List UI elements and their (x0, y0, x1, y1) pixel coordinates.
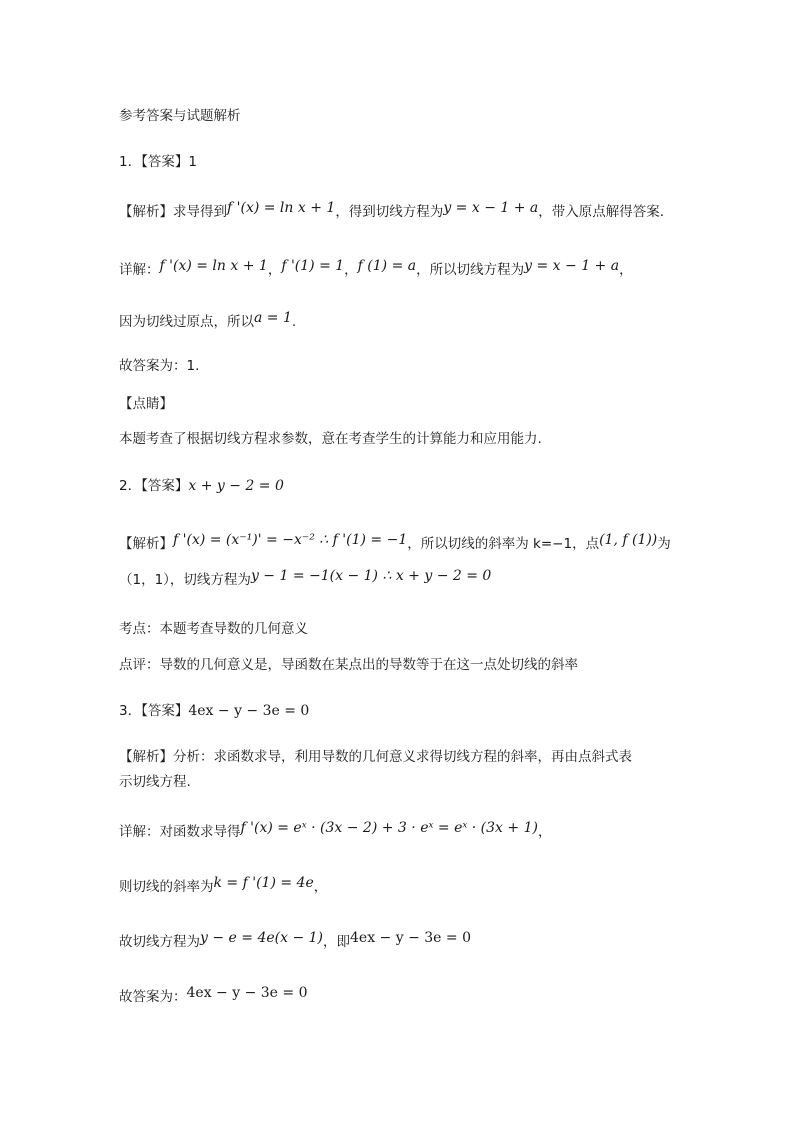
doc-title: 参考答案与试题解析 (119, 108, 241, 124)
q2-analysis-prefix: 【解析】 (119, 536, 173, 552)
q1-detail-comma-2: ， (344, 262, 358, 278)
q3-final (119, 987, 308, 1007)
q3-answer-label: 3．【答案】 (119, 703, 189, 719)
q3-slope-prefix: 则切线的斜率为 (119, 879, 214, 895)
q1-analysis-formula-tangent: y = x − 1 + a (443, 200, 539, 216)
q3-answer (119, 701, 309, 721)
q1-analysis-prefix: 【解析】求导得到 (119, 204, 227, 220)
q3-tangent (119, 932, 471, 952)
q1-detail (119, 260, 633, 280)
q3-detail-prefix: 详解：对函数求导得 (119, 824, 241, 840)
q2-answer-label: 2．【答案】 (119, 478, 189, 494)
q3-tangent-formula-1: y − e = 4e(x − 1) (200, 930, 324, 946)
q3-tangent-mid: ，即 (323, 934, 351, 950)
q2-kaodian: 考点：本题考查导数的几何意义 (119, 621, 308, 637)
q3-tangent-prefix: 故切线方程为 (119, 934, 200, 950)
q3-final-prefix: 故答案为： (119, 989, 187, 1005)
q2-analysis (119, 534, 671, 554)
q3-slope-end: ， (313, 879, 328, 895)
q3-slope (119, 877, 327, 897)
q2-line2-formula: y − 1 = −1(x − 1) ∴ x + y − 2 = 0 (250, 568, 492, 584)
q1-final: 故答案为：1. (119, 358, 200, 374)
q1-detail-formula-4: y = x − 1 + a (524, 258, 620, 274)
q3-tangent-formula-2: 4ex − y − 3e = 0 (350, 930, 472, 946)
q3-analysis-line2: 示切线方程. (119, 774, 191, 790)
q1-analysis-mid: ，得到切线方程为 (335, 204, 444, 220)
q2-analysis-formula-2: (1, f (1)) (599, 532, 658, 548)
q1-detail-formula-3: f (1) = a (357, 258, 417, 274)
q1-detail-end: ， (619, 262, 633, 278)
q2-answer-formula: x + y − 2 = 0 (188, 478, 284, 494)
q3-final-formula: 4ex − y − 3e = 0 (186, 985, 308, 1001)
q1-analysis-suffix: ，带入原点解得答案. (538, 204, 665, 220)
q1-origin-prefix: 因为切线过原点，所以 (119, 314, 254, 330)
q3-answer-formula: 4ex − y − 3e = 0 (188, 703, 310, 719)
q1-origin-formula: a = 1 (254, 310, 292, 326)
q2-analysis-formula-1: f '(x) = (x⁻¹)' = −x⁻² ∴ f '(1) = −1 (173, 532, 408, 548)
q1-dianjing: 【点睛】 (119, 396, 173, 412)
q2-dianping: 点评：导数的几何意义是，导函数在某点出的导数等于在这一点处切线的斜率 (119, 657, 578, 673)
q1-analysis-formula-derivative: f '(x) = ln x + 1 (227, 200, 336, 216)
q3-analysis-line1: 【解析】分析：求函数求导，利用导数的几何意义求得切线方程的斜率，再由点斜式表 (119, 749, 632, 765)
q1-detail-formula-1: f '(x) = ln x + 1 (159, 258, 268, 274)
q2-line2 (119, 570, 491, 590)
q2-answer (119, 476, 284, 496)
q3-slope-formula: k = f '(1) = 4e (213, 875, 314, 891)
q3-detail-end: ， (537, 824, 552, 840)
q2-analysis-mid: ，所以切线的斜率为 k=−1，点 (407, 536, 600, 552)
q1-analysis (119, 202, 664, 222)
q3-detail (119, 822, 551, 842)
q1-detail-mid: ，所以切线方程为 (416, 262, 525, 278)
q2-line2-prefix: （1，1），切线方程为 (119, 572, 251, 588)
q1-detail-prefix: 详解： (119, 262, 160, 278)
q1-detail-comma-1: ， (267, 262, 282, 278)
q1-origin-end: . (291, 314, 297, 330)
q1-origin (119, 312, 296, 332)
q1-answer: 1．【答案】1 (119, 154, 197, 170)
q1-summary: 本题考查了根据切线方程求参数，意在考查学生的计算能力和应用能力. (119, 431, 542, 447)
q3-detail-formula: f '(x) = eˣ · (3x − 2) + 3 · eˣ = eˣ · (3x + 1) (240, 820, 538, 836)
q2-analysis-end: 为 (657, 536, 671, 552)
q1-detail-formula-2: f '(1) = 1 (281, 258, 345, 274)
